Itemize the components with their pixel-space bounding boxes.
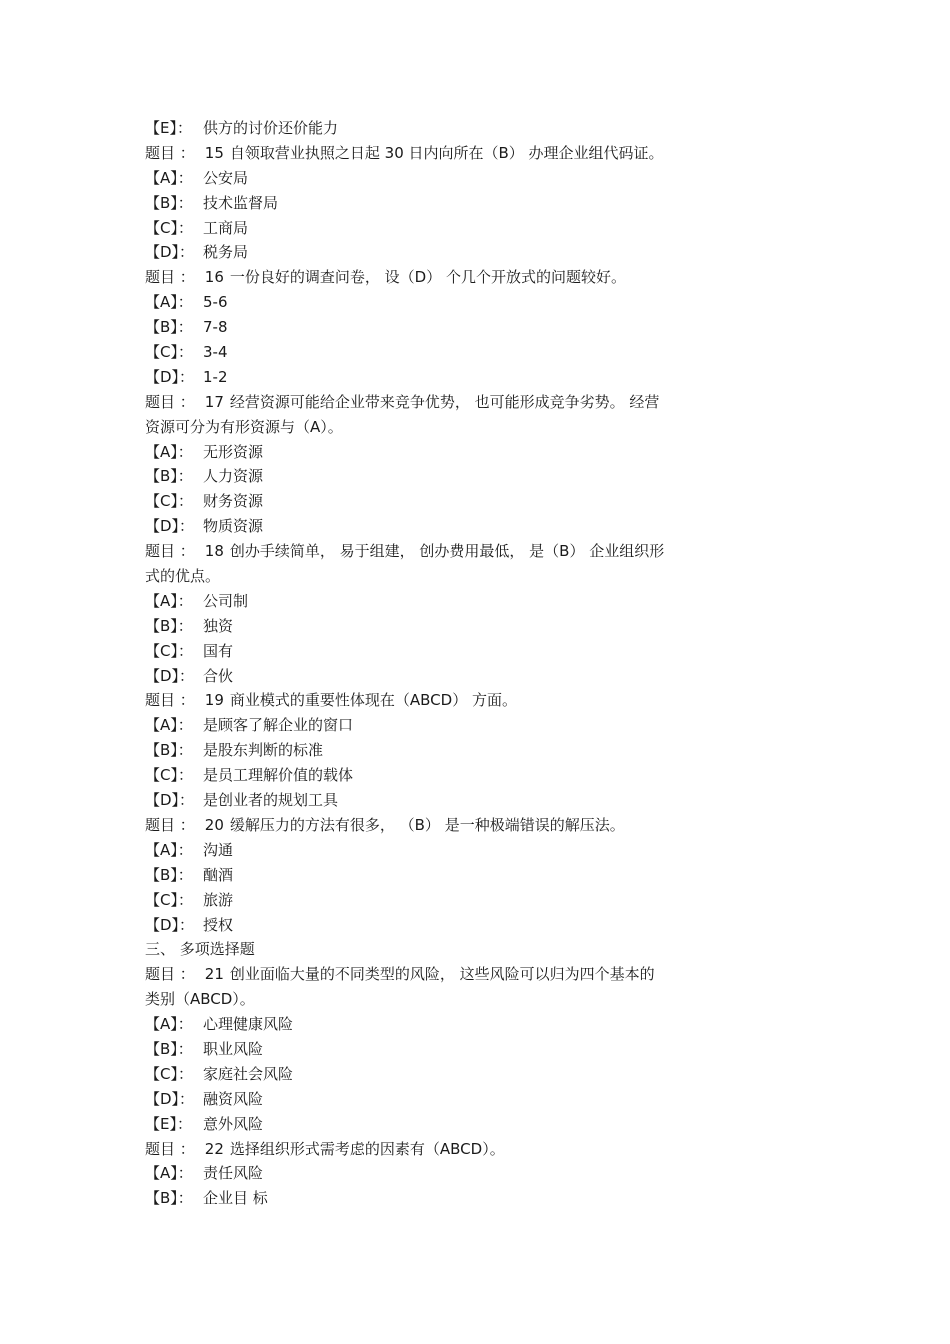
- option-text: 工商局: [203, 218, 249, 237]
- answer-option: [145, 464, 765, 489]
- question-prefix: 题目 ：: [145, 542, 195, 561]
- option-label: 【C】：: [145, 1064, 193, 1083]
- option-label: 【B】：: [145, 318, 193, 337]
- option-label: 【B】：: [145, 616, 193, 635]
- answer-option: [145, 763, 765, 788]
- option-text: 沟通: [203, 840, 234, 859]
- answer-option: [145, 216, 765, 241]
- option-label: 【A】：: [145, 591, 193, 610]
- answer-option: [145, 489, 765, 514]
- question-number: 15: [204, 143, 224, 162]
- question-text: 商业模式的重要性体现在（ABCD） 方面。: [229, 691, 517, 710]
- question-line: [145, 1137, 765, 1162]
- answer-option: [145, 1161, 765, 1186]
- option-label: 【D】：: [145, 791, 195, 810]
- answer-option: [145, 639, 765, 664]
- answer-option: [145, 838, 765, 863]
- answer-option: [145, 440, 765, 465]
- text-line: [145, 415, 765, 440]
- option-text: 是顾客了解企业的窗口: [203, 716, 354, 735]
- option-text: 责任风险: [203, 1164, 264, 1183]
- answer-option: [145, 664, 765, 689]
- option-label: 【A】：: [145, 1164, 193, 1183]
- option-label: 【E】：: [145, 119, 192, 137]
- option-text: 酗酒: [203, 865, 234, 884]
- question-text: 创业面临大量的不同类型的风险， 这些风险可以归为四个基本的: [229, 965, 655, 984]
- option-text: 7-8: [203, 318, 228, 337]
- option-text: 独资: [203, 616, 234, 635]
- question-line: [145, 390, 765, 415]
- option-text: 心理健康风险: [203, 1015, 294, 1034]
- option-text: 是创业者的规划工具: [203, 791, 339, 810]
- option-label: 【C】：: [145, 890, 193, 909]
- option-label: 【D】：: [145, 915, 195, 934]
- option-label: 【A】：: [145, 442, 193, 461]
- option-text: 1-2: [203, 367, 228, 386]
- answer-option: [145, 913, 765, 938]
- question-text: 缓解压力的方法有很多， （B） 是一种极端错误的解压法。: [229, 815, 625, 834]
- option-text: 是股东判断的标准: [203, 741, 324, 760]
- option-text: 合伙: [203, 666, 234, 685]
- question-line: [145, 962, 765, 987]
- option-label: 【D】：: [145, 666, 195, 685]
- answer-option: [145, 290, 765, 315]
- answer-option: [145, 166, 765, 191]
- option-label: 【B】：: [145, 741, 193, 760]
- answer-option: [145, 340, 765, 365]
- option-text: 人力资源: [203, 467, 264, 486]
- question-prefix: 题目 ：: [145, 691, 195, 710]
- answer-option: [145, 614, 765, 639]
- question-line: [145, 813, 765, 838]
- option-text: 无形资源: [203, 442, 264, 461]
- option-label: 【E】：: [145, 1114, 192, 1133]
- answer-option: [145, 713, 765, 738]
- option-text: 物质资源: [203, 517, 264, 536]
- option-text: 3-4: [203, 343, 228, 362]
- question-line: [145, 539, 765, 564]
- option-label: 【A】：: [145, 716, 193, 735]
- option-label: 【D】：: [145, 1089, 195, 1108]
- option-label: 【B】：: [145, 467, 193, 486]
- option-label: 【C】：: [145, 492, 193, 511]
- question-prefix: 题目 ：: [145, 815, 195, 834]
- answer-option: [145, 365, 765, 390]
- option-label: 【D】：: [145, 367, 195, 386]
- answer-option: [145, 1037, 765, 1062]
- option-text: 税务局: [203, 243, 249, 262]
- option-text: 财务资源: [203, 492, 264, 511]
- option-label: 【D】：: [145, 243, 195, 262]
- line-text: 式的优点。: [145, 567, 221, 586]
- document-page: [145, 116, 765, 1211]
- option-text: 国有: [203, 641, 234, 660]
- option-text: 是员工理解价值的载体: [203, 766, 354, 785]
- option-text: 职业风险: [203, 1039, 264, 1058]
- question-prefix: 题目 ：: [145, 143, 195, 162]
- option-text: 公司制: [203, 591, 249, 610]
- question-line: [145, 688, 765, 713]
- line-text: 资源可分为有形资源与（A）。: [145, 417, 343, 436]
- question-text: 经营资源可能给企业带来竞争优势， 也可能形成竞争劣势。 经营: [229, 392, 660, 411]
- answer-option: [145, 240, 765, 265]
- option-text: 授权: [203, 915, 234, 934]
- text-line: [145, 987, 765, 1012]
- answer-option: [145, 1087, 765, 1112]
- question-number: 19: [204, 691, 224, 710]
- question-prefix: 题目 ：: [145, 268, 195, 287]
- text-line: [145, 564, 765, 589]
- answer-option: [145, 1186, 765, 1211]
- option-text: 企业目 标: [203, 1189, 268, 1208]
- option-text: 5-6: [203, 293, 228, 312]
- option-text: 融资风险: [203, 1089, 264, 1108]
- option-text: 公安局: [203, 168, 249, 187]
- question-number: 18: [204, 542, 224, 561]
- option-label: 【A】：: [145, 840, 193, 859]
- answer-option: [145, 589, 765, 614]
- question-prefix: 题目 ：: [145, 965, 195, 984]
- answer-option: [145, 738, 765, 763]
- question-line: [145, 265, 765, 290]
- answer-option: [145, 514, 765, 539]
- text-line: [145, 937, 765, 962]
- question-prefix: 题目 ：: [145, 392, 195, 411]
- question-text: 自领取营业执照之日起 30 日内向所在（B） 办理企业组代码证。: [229, 143, 664, 162]
- option-text: 意外风险: [203, 1114, 264, 1133]
- option-label: 【B】：: [145, 193, 193, 212]
- question-number: 16: [204, 268, 224, 287]
- answer-option: [145, 1012, 765, 1037]
- option-label: 【C】：: [145, 218, 193, 237]
- question-number: 17: [204, 392, 224, 411]
- option-label: 【A】：: [145, 1015, 193, 1034]
- question-text: 创办手续简单， 易于组建， 创办费用最低， 是（B） 企业组织形: [229, 542, 665, 561]
- option-label: 【A】：: [145, 293, 193, 312]
- answer-option: [145, 315, 765, 340]
- answer-option: [145, 1062, 765, 1087]
- option-label: 【B】：: [145, 865, 193, 884]
- question-text: 一份良好的调查问卷， 设（D） 个几个开放式的问题较好。: [229, 268, 626, 287]
- line-text: 类别（ABCD）。: [145, 990, 255, 1009]
- question-text: 选择组织形式需考虑的因素有（ABCD）。: [229, 1139, 505, 1158]
- option-label: 【B】：: [145, 1039, 193, 1058]
- answer-option: [145, 1112, 765, 1137]
- question-number: 22: [204, 1139, 224, 1158]
- question-line: [145, 141, 765, 166]
- option-text: 旅游: [203, 890, 234, 909]
- question-number: 20: [204, 815, 224, 834]
- option-label: 【D】：: [145, 517, 195, 536]
- question-prefix: 题目 ：: [145, 1139, 195, 1158]
- option-label: 【C】：: [145, 766, 193, 785]
- question-number: 21: [204, 965, 224, 984]
- answer-option: [145, 191, 765, 216]
- option-label: 【B】：: [145, 1189, 193, 1208]
- answer-option: [145, 116, 765, 141]
- option-label: 【C】：: [145, 641, 193, 660]
- answer-option: [145, 788, 765, 813]
- option-text: 技术监督局: [203, 193, 279, 212]
- option-text: 家庭社会风险: [203, 1064, 294, 1083]
- answer-option: [145, 863, 765, 888]
- line-text: 三、 多项选择题: [145, 940, 255, 959]
- option-text: 供方的讨价还价能力: [203, 119, 339, 137]
- option-label: 【A】：: [145, 168, 193, 187]
- answer-option: [145, 888, 765, 913]
- option-label: 【C】：: [145, 343, 193, 362]
